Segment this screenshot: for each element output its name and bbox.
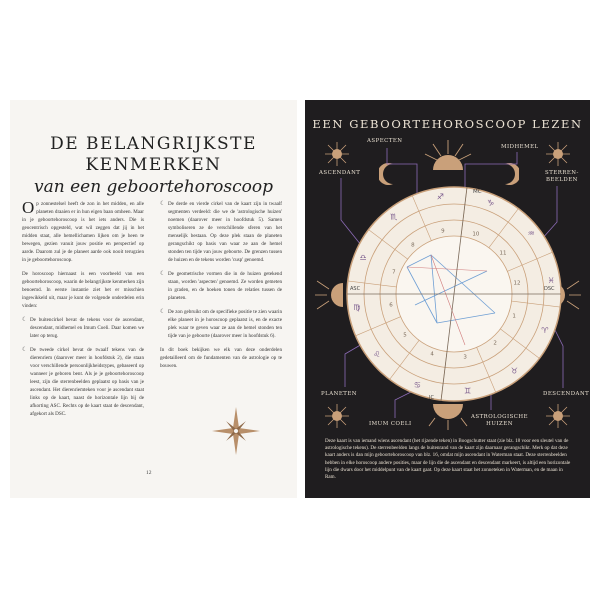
crescent-moon-icon: ☾ — [160, 309, 166, 315]
bullet-item — [160, 308, 282, 340]
crescent-moon-icon: ☾ — [22, 317, 28, 323]
bullet-item — [160, 200, 282, 264]
label-planeten: PLANETEN — [321, 391, 357, 397]
house-number: 5 — [403, 332, 407, 339]
bullet-item — [22, 346, 144, 418]
house-number: 4 — [430, 351, 434, 358]
zodiac-glyph: ♍ — [353, 303, 361, 313]
bullet-text: De geometrische vormen die in de huizen getekend staan, worden 'aspecten' genoemd. Ze worden gemeten in graden, en de hoeken tonen de relaties tussen de planeten. — [168, 271, 282, 301]
crescent-moon-icon: ☾ — [22, 347, 28, 353]
title-line-2: KENMERKEN — [85, 155, 222, 175]
house-number: 1 — [512, 313, 516, 320]
house-number: 2 — [493, 340, 497, 347]
zodiac-glyph: ♒ — [527, 229, 535, 239]
zodiac-glyph: ♊ — [464, 386, 472, 396]
intro-paragraph — [22, 200, 144, 264]
zodiac-glyph: ♎ — [359, 252, 367, 262]
label-descendant: DESCENDANT — [543, 391, 590, 397]
zodiac-glyph: ♈ — [541, 326, 549, 336]
label-ascendant: ASCENDANT — [319, 170, 361, 176]
zodiac-glyph: ♌ — [373, 349, 381, 359]
zodiac-glyph: ♑ — [487, 198, 495, 208]
crescent-moon-icon: ☾ — [160, 201, 166, 207]
house-number: 8 — [411, 242, 415, 249]
bullet-text: De derde en vierde cirkel van de kaart zijn in twaalf segmenten verdeeld: die we de 'astrologische huizen' noemen (daarover meer in hoofdstuk 5). Samen symboliseren ze de verschillende sferen van het menselijk bestaan. Op deze plek staan de planeten gerangschikt op basis van waar ze aan de hemel stonden ten tijde van jouw geboorte. De grenzen tussen de huizen en de tekens worden 'cusp' genoemd. — [168, 201, 282, 263]
paragraph-2: De horoscoop hiernaast is een voorbeeld van een geboortehoroscoop, waarin de belangrijkste kenmerken zijn benoemd. In eerste instantie ziet het er misschien ingewikkeld uit, maar je kunt de volgende onderdelen erin vinden: — [22, 271, 144, 309]
crescent-moon-icon: ☾ — [160, 271, 166, 277]
label-aspecten: ASPECTEN — [367, 138, 403, 144]
bullet-text: De zon gebruikt om de specifieke positie te zien waarin elke planeet in je horoscoop geplaatst is, en de exacte plek waar te geven waar ze aan de hemel stonden ten tijde van je geboorte (daarover meer in hoofdstuk 6). — [168, 309, 282, 339]
mc-mark: MC — [473, 189, 482, 195]
ic-mark: IC — [429, 395, 434, 401]
label-sterrenbeelden-line2: BEELDEN — [545, 177, 578, 183]
label-sterrenbeelden-line1: STERREN- — [545, 170, 579, 176]
dsc-mark: DSC — [544, 286, 555, 292]
zodiac-glyph: ♐ — [436, 192, 444, 202]
title-line-3: van een geboortehoroscoop — [33, 177, 274, 197]
label-midhemel: MIDHEMEL — [501, 144, 539, 150]
house-number: 9 — [441, 228, 445, 235]
page-number: 12 — [146, 470, 152, 476]
book-spread — [10, 100, 590, 498]
dropcap: O — [22, 198, 35, 217]
left-page — [10, 100, 297, 498]
bullet-item — [160, 270, 282, 302]
zodiac-glyph: ♉ — [510, 366, 518, 376]
house-number: 7 — [392, 269, 396, 276]
house-number: 3 — [463, 354, 467, 361]
house-number: 10 — [472, 231, 480, 238]
asc-mark: ASC — [350, 286, 361, 292]
zodiac-glyph: ♏ — [390, 212, 398, 222]
label-huizen-line1: ASTROLOGISCHE — [471, 414, 529, 420]
closing-paragraph: In dit boek bekijken we elk van deze onderdelen gedetailleerd om de fundamenten van de astrologie op te bouwen. — [160, 347, 282, 369]
intro-text: p zonnestelsel heeft de zon in het midden, en alle planeten draaien er in hun eigen baan omheen. Maar in je geboortehoroscoop is het iets anders. Die is geocentrisch opgesteld, wat wil zeggen dat jij in het midden staat, alle hemellichamen lijken om je heen te bewegen, gezien vanuit jouw positie en perspectief op aarde. Daarom zul je de planeet aarde ook nooit terugzien in je geboortehoroscoop. — [22, 201, 144, 263]
bullet-item — [22, 316, 144, 340]
right-page-title: EEN GEBOORTEHOROSCOOP LEZEN — [312, 117, 583, 131]
house-number: 11 — [499, 250, 507, 257]
text-column-left — [22, 200, 144, 424]
horoscope-wheel — [345, 185, 563, 403]
zodiac-glyph: ♋ — [413, 380, 421, 390]
text-column-right — [160, 200, 282, 376]
zodiac-glyph: ♓ — [547, 275, 555, 285]
bullet-text: De buitencirkel bevat de tekens voor de ascendant, descendant, midhemel en Imum Coeli. Daar komen we later op terug. — [30, 317, 144, 339]
house-number: 12 — [513, 280, 521, 287]
title-line-1: DE BELANGRIJKSTE — [50, 134, 257, 154]
label-imum-coeli: IMUM COELI — [369, 421, 412, 427]
chart-caption: Deze kaart is van iemand wiens ascendant (het rijzende teken) in Boogschutter staat (zie blz. 18 voor een sleutel van de astrologische tekens). De sterrenbeelden langs de buitenrand van de kaart zijn daarnaar gerangschikt. Merk op dat deze kaart anders is dan mijn geboortehoroscoop van blz. 16, omdat mijn ascendant in Waterman staat. Deze sterrenbeelden hebben in elke horoscoop andere posities, maar de lijn die de ascendant en descendant markeert, is altijd een horizontale lijn die dwars door het middelpunt van de kaart gaat. Op deze kaart staat het zonneteken in Waterman, en de maan in Ram. — [325, 438, 571, 481]
sparkle-star-icon — [210, 405, 262, 457]
bullet-text: De tweede cirkel bevat de twaalf tekens van de dierenriem (daarover meer in hoofdstuk 2), die staan voor verschillende persoonlijkheidstypes, gebaseerd op wanneer je geboren bent. Als je je geboortehoroscoop leest, zijn die sterrenbeelden geplaatst op basis van je ascendant. Het dierenriemteken voor je ascendant staat links op de kaart, naast de horizontale lijn bij de afkorting ASC. Rechts op de kaart staat de descendant, afgekort als DSC. — [30, 347, 144, 417]
page-title — [10, 134, 297, 198]
label-huizen-line2: HUIZEN — [486, 421, 513, 427]
right-page — [305, 100, 590, 498]
house-number: 6 — [389, 302, 393, 309]
